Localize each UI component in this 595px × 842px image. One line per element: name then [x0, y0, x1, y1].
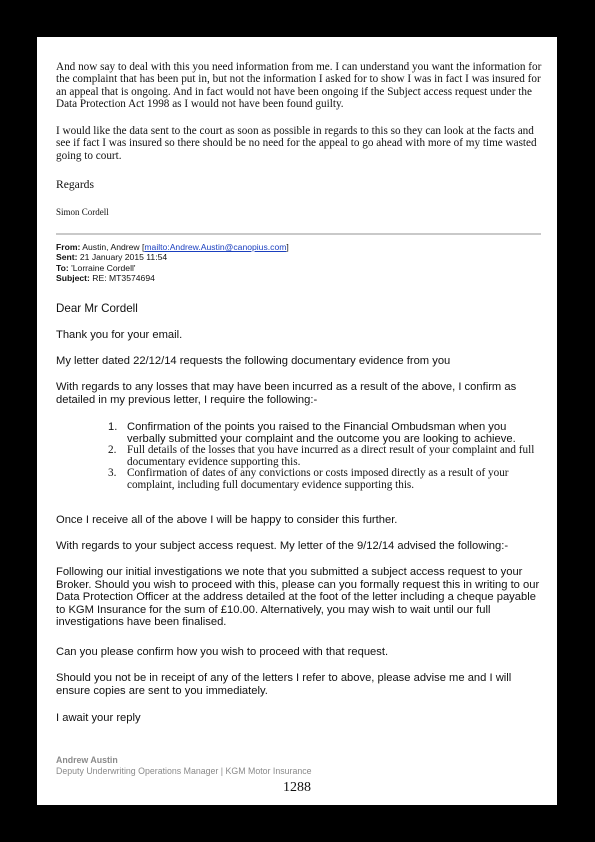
sender-name: Andrew Austin: [56, 755, 118, 765]
list-item: [37, 468, 542, 491]
await-paragraph: I await your reply: [56, 712, 141, 724]
divider-line: [56, 233, 541, 235]
subject-access-paragraph: With regards to your subject access request. My letter of the 9/12/14 advised the following:-: [56, 540, 509, 552]
following-paragraph: Following our initial investigations we note that you submitted a subject access request to your Broker. Should you wish to proceed with this, please can you formally request this in writing to our Data Protection Officer at the address detailed at the foot of the letter including a cheque payable to KGM Insurance for the sum of £10.00. Alternatively, you may wish to wait until our full investigations have been finalised.: [56, 566, 540, 629]
from-value: Austin, Andrew [: [82, 242, 145, 252]
sent-label: Sent:: [56, 252, 78, 263]
document-page: [37, 37, 557, 805]
letter1-signature: Simon Cordell: [56, 207, 109, 217]
sent-value: 21 January 2015 11:54: [79, 252, 168, 263]
list-number: 2.: [108, 444, 117, 457]
email-to-row: [56, 263, 546, 273]
email-header: [56, 242, 546, 284]
confirm-paragraph: Can you please confirm how you wish to proceed with that request.: [56, 646, 389, 658]
from-close: ]: [286, 242, 289, 252]
list-text: Full details of the losses that you have incurred as a direct result of your complaint and full documentary evidence supporting this.: [127, 444, 535, 468]
letter1-paragraph-1: And now say to deal with this you need information from me. I can understand you want the information for the complaint that has been put in, but not the information I asked for to show I was in fact I was insured for an appeal that is ongoing. And in fact would not have been ongoing if the Subject access request under the Data Protection Act 1998 as I would not have been found guilty.: [56, 61, 542, 111]
email-from-row: [56, 242, 546, 252]
email-sent-row: [56, 252, 546, 262]
sender-email-link[interactable]: mailto:Andrew.Austin@canopius.com: [144, 242, 287, 252]
letter-dated-paragraph: My letter dated 22/12/14 requests the following documentary evidence from you: [56, 355, 451, 367]
sender-title: Deputy Underwriting Operations Manager | KGM Motor Insurance: [56, 766, 312, 776]
list-text: Confirmation of dates of any convictions or costs imposed directly as a result of your complaint, including full documentary evidence supporting this.: [127, 467, 509, 491]
list-number: 3.: [108, 467, 117, 480]
to-label: To:: [56, 262, 69, 273]
letter1-regards: Regards: [56, 178, 94, 191]
from-label: From:: [56, 242, 81, 252]
losses-paragraph: With regards to any losses that may have been incurred as a result of the above, I confirm as detailed in my previous letter, I require the following:-: [56, 381, 517, 406]
subject-label: Subject:: [56, 273, 90, 284]
letter1-paragraph-2: I would like the data sent to the court as soon as possible in regards to this so they can look at the facts and see if fact I was insured so there should be no need for the appeal to go ahead with more of my time wasted going to court.: [56, 125, 537, 162]
list-item: [37, 422, 542, 445]
page-number: 1288: [283, 780, 311, 795]
salutation: Dear Mr Cordell: [56, 302, 138, 315]
thanks-paragraph: Thank you for your email.: [56, 329, 183, 341]
list-number: 1.: [108, 421, 118, 433]
list-text: Confirmation of the points you raised to the Financial Ombudsman when you verbally submitted your complaint and the outcome you are looking to achieve.: [127, 421, 516, 445]
receipt-paragraph: Should you not be in receipt of any of the letters I refer to above, please advise me and I will ensure copies are sent to you immediately.: [56, 672, 512, 697]
subject-value: RE: MT3574694: [92, 273, 155, 284]
once-paragraph: Once I receive all of the above I will be happy to consider this further.: [56, 514, 398, 526]
list-item: [37, 445, 542, 468]
email-subject-row: [56, 273, 546, 283]
requirements-list: [37, 422, 542, 492]
to-value: 'Lorraine Cordell': [71, 262, 136, 273]
